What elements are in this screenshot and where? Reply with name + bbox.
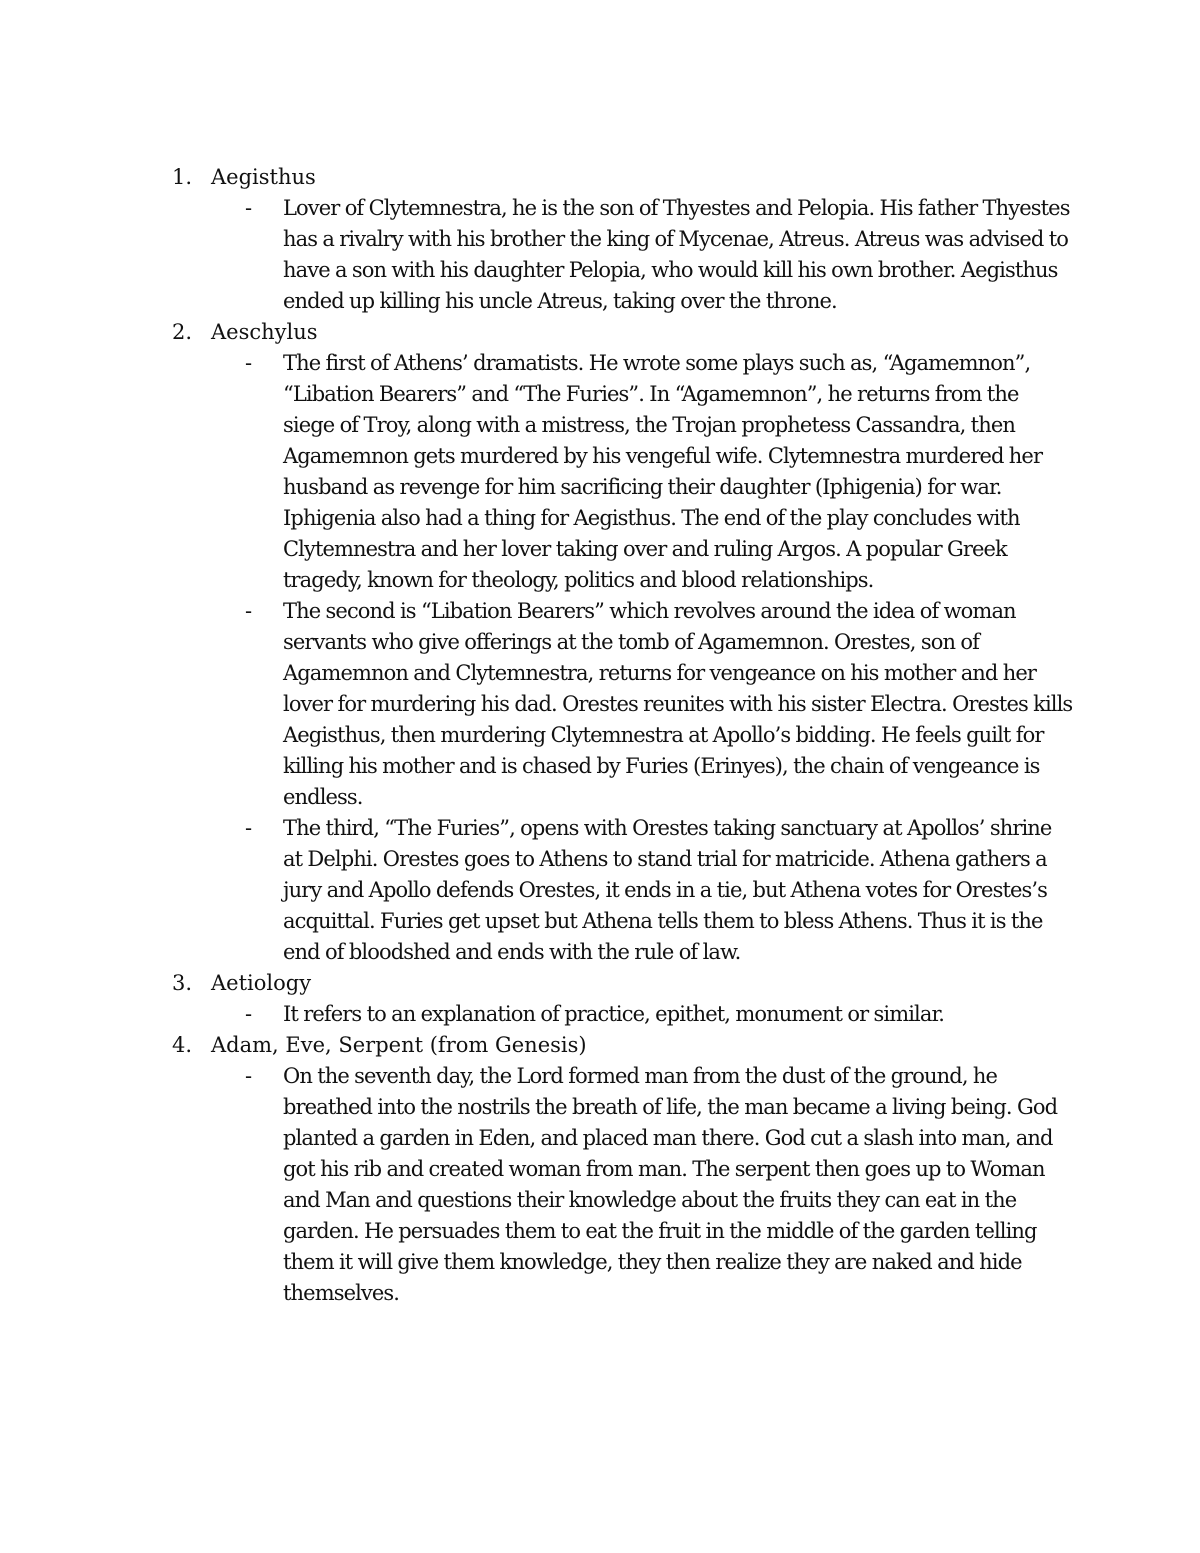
- bullet-dash: -: [245, 816, 253, 840]
- bullet-item: [0, 813, 1200, 968]
- entry-heading: [0, 162, 1200, 193]
- bullet-item: [0, 1061, 1200, 1309]
- bullet-text: The second is “Libation Bearers” which revolves around the idea of woman servants who give offerings at the tomb of Agamemnon. Orestes, son of Agamemnon and Clytemnestra, returns for vengeance on his mother and her lover for murdering his dad. Orestes reunites with his sister Electra. Orestes kills Aegisthus, then murdering Clytemnestra at Apollo’s bidding. He feels guilt for killing his mother and is chased by Furies (Erinyes), the chain of vengeance is endless.: [283, 599, 1073, 809]
- entry-number: 1.: [172, 165, 193, 189]
- bullet-dash: -: [245, 1064, 253, 1088]
- entry-number: 3.: [172, 971, 193, 995]
- bullet-dash: -: [245, 599, 253, 623]
- document-page: [0, 162, 1200, 1309]
- bullet-dash: -: [245, 196, 253, 220]
- bullet-item: [0, 348, 1200, 596]
- entry-title: Aeschylus: [211, 320, 318, 344]
- bullet-text: The third, “The Furies”, opens with Orestes taking sanctuary at Apollos’ shrine at Delphi. Orestes goes to Athens to stand trial for matricide. Athena gathers a jury and Apollo defends Orestes, it ends in a tie, but Athena votes for Orestes’s acquittal. Furies get upset but Athena tells them to bless Athens. Thus it is the end of bloodshed and ends with the rule of law.: [283, 816, 1052, 964]
- list-entry-aetiology: [0, 968, 1200, 1030]
- entry-heading: [0, 968, 1200, 999]
- bullet-item: [0, 596, 1200, 813]
- bullet-item: [0, 193, 1200, 317]
- entry-heading: [0, 1030, 1200, 1061]
- list-entry-aegisthus: [0, 162, 1200, 317]
- entry-title: Adam, Eve, Serpent (from Genesis): [211, 1033, 587, 1057]
- entry-title: Aegisthus: [211, 165, 316, 189]
- bullet-dash: -: [245, 1002, 253, 1026]
- entry-heading: [0, 317, 1200, 348]
- bullet-text: It refers to an explanation of practice, epithet, monument or similar.: [283, 1002, 945, 1026]
- bullet-dash: -: [245, 351, 253, 375]
- bullet-text: Lover of Clytemnestra, he is the son of Thyestes and Pelopia. His father Thyestes has a rivalry with his brother the king of Mycenae, Atreus. Atreus was advised to have a son with his daughter Pelopia, who would kill his own brother. Aegisthus ended up killing his uncle Atreus, taking over the throne.: [283, 196, 1070, 313]
- bullet-text: On the seventh day, the Lord formed man from the dust of the ground, he breathed into the nostrils the breath of life, the man became a living being. God planted a garden in Eden, and placed man there. God cut a slash into man, and got his rib and created woman from man. The serpent then goes up to Woman and Man and questions their knowledge about the fruits they can eat in the garden. He persuades them to eat the fruit in the middle of the garden telling them it will give them knowledge, they then realize they are naked and hide themselves.: [283, 1064, 1058, 1305]
- list-entry-aeschylus: [0, 317, 1200, 968]
- bullet-item: [0, 999, 1200, 1030]
- entry-number: 4.: [172, 1033, 193, 1057]
- bullet-text: The first of Athens’ dramatists. He wrote some plays such as, “Agamemnon”, “Libation Bearers” and “The Furies”. In “Agamemnon”, he returns from the siege of Troy, along with a mistress, the Trojan prophetess Cassandra, then Agamemnon gets murdered by his vengeful wife. Clytemnestra murdered her husband as revenge for him sacrificing their daughter (Iphigenia) for war. Iphigenia also had a thing for Aegisthus. The end of the play concludes with Clytemnestra and her lover taking over and ruling Argos. A popular Greek tragedy, known for theology, politics and blood relationships.: [283, 351, 1043, 592]
- list-entry-adam-eve-serpent: [0, 1030, 1200, 1309]
- entry-title: Aetiology: [211, 971, 312, 995]
- entry-number: 2.: [172, 320, 193, 344]
